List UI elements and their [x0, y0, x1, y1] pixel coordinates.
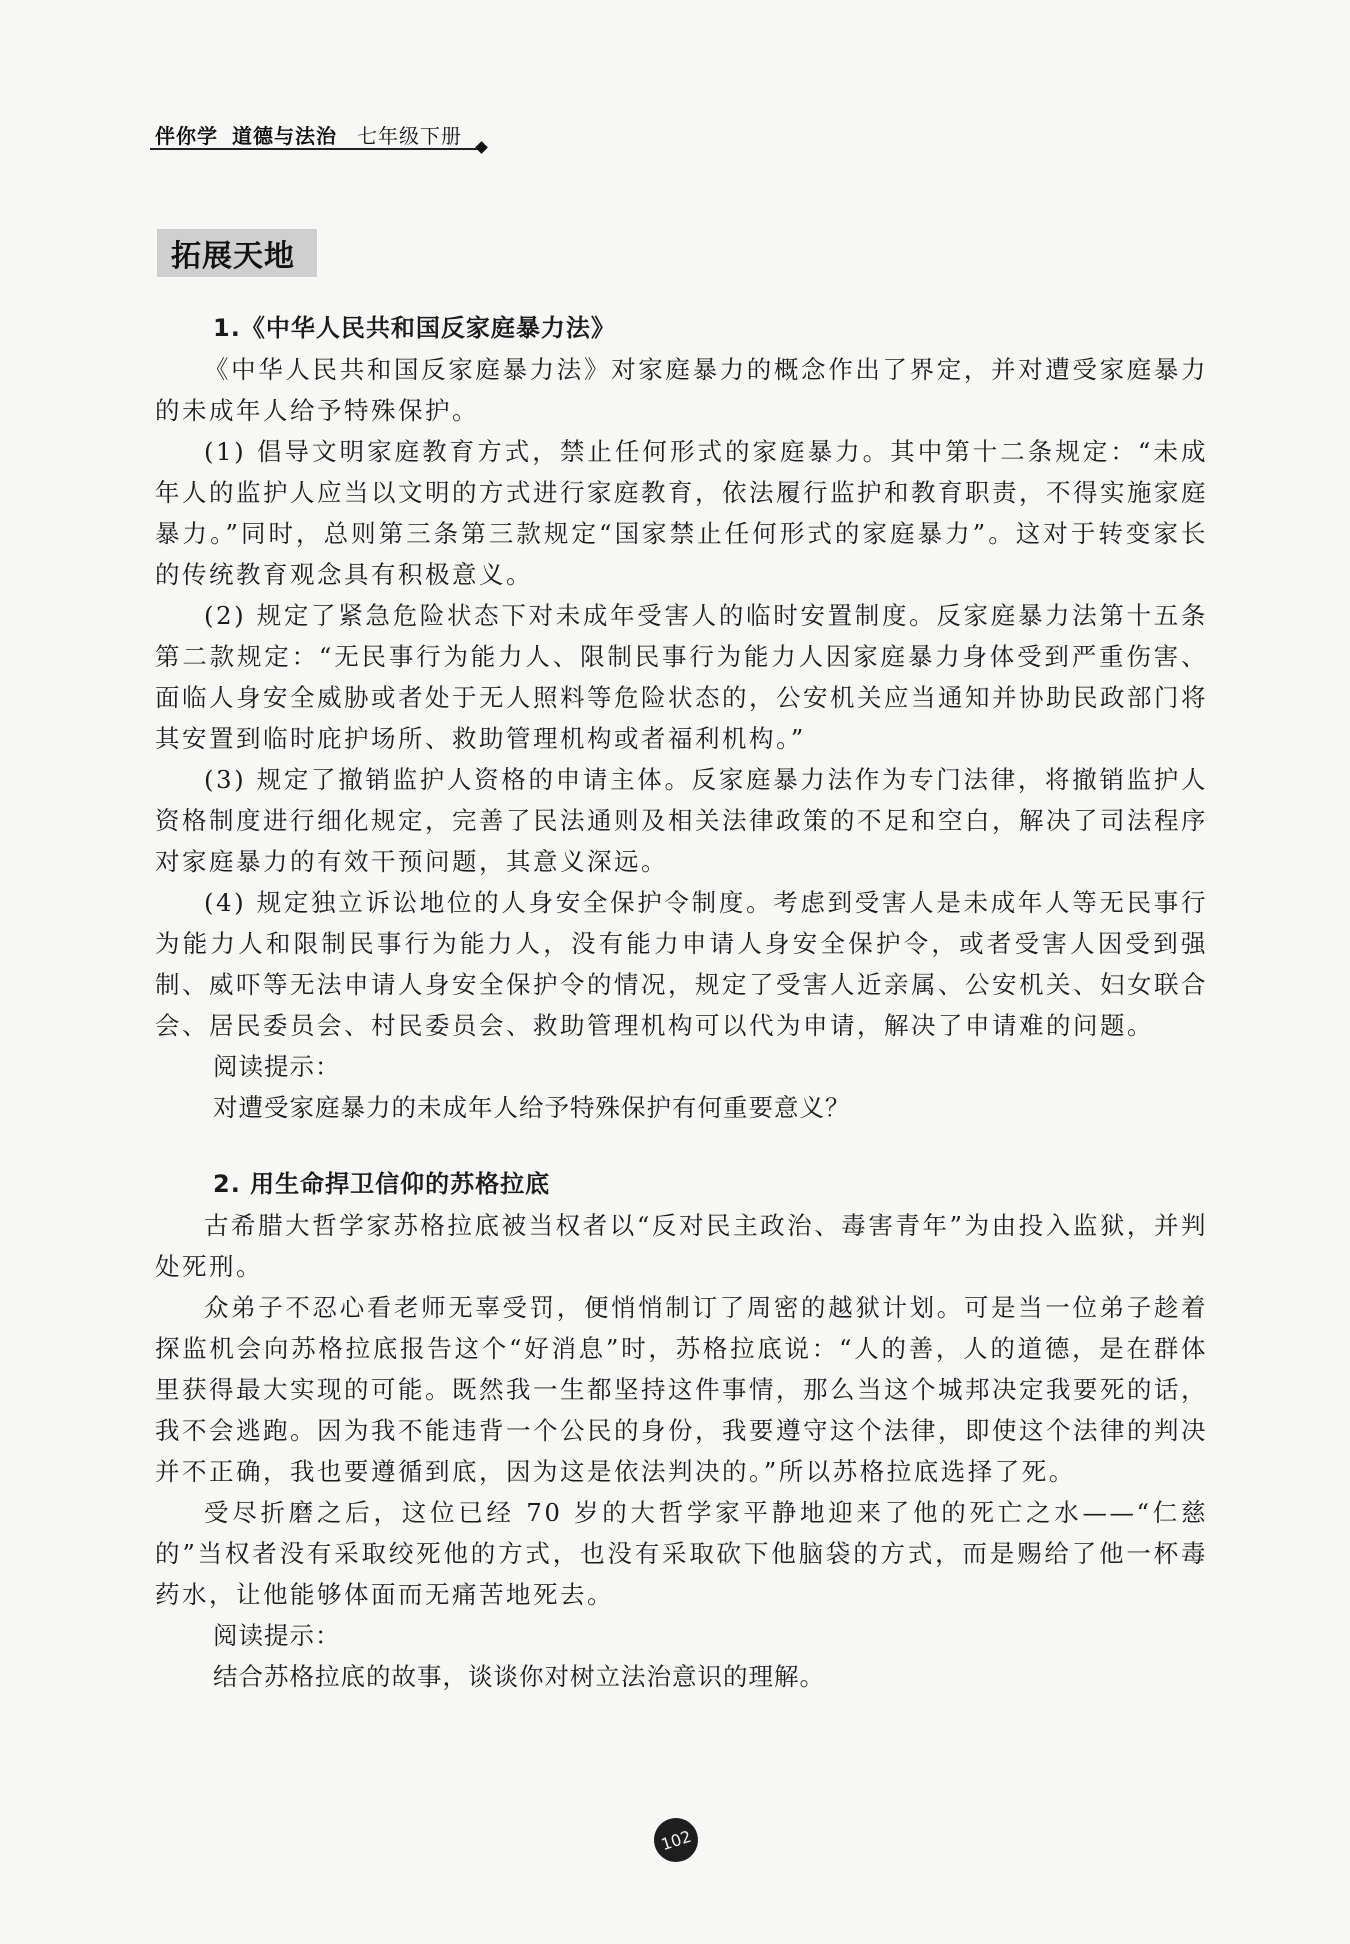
article1-paragraph: 《中华人民共和国反家庭暴力法》对家庭暴力的概念作出了界定，并对遭受家庭暴力的未成年人给予特殊保护。 [155, 355, 1208, 425]
spacer [155, 1128, 1208, 1164]
running-header [155, 120, 462, 149]
article2-hint-label: 阅读提示： [213, 1621, 341, 1650]
article1-hint-label: 阅读提示： [213, 1052, 341, 1081]
article2-paragraph: 古希腊大哲学家苏格拉底被当权者以“反对民主政治、毒害青年”为由投入监狱，并判处死刑。 [155, 1211, 1208, 1281]
header-diamond-icon [475, 141, 488, 154]
article2-hint-question: 结合苏格拉底的故事，谈谈你对树立法治意识的理解。 [213, 1662, 825, 1691]
article2-title: 2. 用生命捍卫信仰的苏格拉底 [213, 1170, 551, 1198]
section-heading-box [157, 229, 317, 277]
header-subject: 道德与法治 [232, 124, 337, 148]
article1-paragraph: (3) 规定了撤销监护人资格的申请主体。反家庭暴力法作为专门法律，将撤销监护人资格制度进行细化规定，完善了民法通则及相关法律政策的不足和空白，解决了司法程序对家庭暴力的有效干预问题，其意义深远。 [155, 765, 1208, 876]
article1-hint-question: 对遭受家庭暴力的未成年人给予特殊保护有何重要意义？ [213, 1093, 851, 1122]
page-number: 102 [658, 1826, 694, 1854]
header-series: 伴你学 [155, 124, 218, 148]
article1-title: 1.《中华人民共和国反家庭暴力法》 [213, 314, 616, 342]
article1-paragraph: (2) 规定了紧急危险状态下对未成年受害人的临时安置制度。反家庭暴力法第十五条第二款规定：“无民事行为能力人、限制民事行为能力人因家庭暴力身体受到严重伤害、面临人身安全威胁或者处于无人照料等危险状态的，公安机关应当通知并协助民政部门将其安置到临时庇护场所、救助管理机构或者福利机构。” [155, 601, 1208, 753]
section-title: 拓展天地 [171, 239, 295, 274]
main-content [155, 308, 1208, 1697]
header-rule [150, 148, 483, 150]
article2-paragraph: 众弟子不忍心看老师无辜受罚，便悄悄制订了周密的越狱计划。可是当一位弟子趁着探监机会向苏格拉底报告这个“好消息”时，苏格拉底说：“人的善，人的道德，是在群体里获得最大实现的可能。既然我一生都坚持这件事情，那么当这个城邦决定我要死的话，我不会逃跑。因为我不能违背一个公民的身份，我要遵守这个法律，即使这个法律的判决并不正确，我也要遵循到底，因为这是依法判决的。”所以苏格拉底选择了死。 [155, 1293, 1208, 1486]
header-grade: 七年级下册 [357, 124, 462, 148]
article2-paragraph: 受尽折磨之后，这位已经 70 岁的大哲学家平静地迎来了他的死亡之水——“仁慈的”当权者没有采取绞死他的方式，也没有采取砍下他脑袋的方式，而是赐给了他一杯毒药水，让他能够体面而无痛苦地死去。 [155, 1498, 1208, 1609]
article1-paragraph: (1) 倡导文明家庭教育方式，禁止任何形式的家庭暴力。其中第十二条规定：“未成年人的监护人应当以文明的方式进行家庭教育，依法履行监护和教育职责，不得实施家庭暴力。”同时，总则第三条第三款规定“国家禁止任何形式的家庭暴力”。这对于转变家长的传统教育观念具有积极意义。 [155, 437, 1208, 589]
article1-paragraph: (4) 规定独立诉讼地位的人身安全保护令制度。考虑到受害人是未成年人等无民事行为能力人和限制民事行为能力人，没有能力申请人身安全保护令，或者受害人因受到强制、威吓等无法申请人身安全保护令的情况，规定了受害人近亲属、公安机关、妇女联合会、居民委员会、村民委员会、救助管理机构可以代为申请，解决了申请难的问题。 [155, 888, 1208, 1040]
page-number-badge [648, 1812, 703, 1867]
